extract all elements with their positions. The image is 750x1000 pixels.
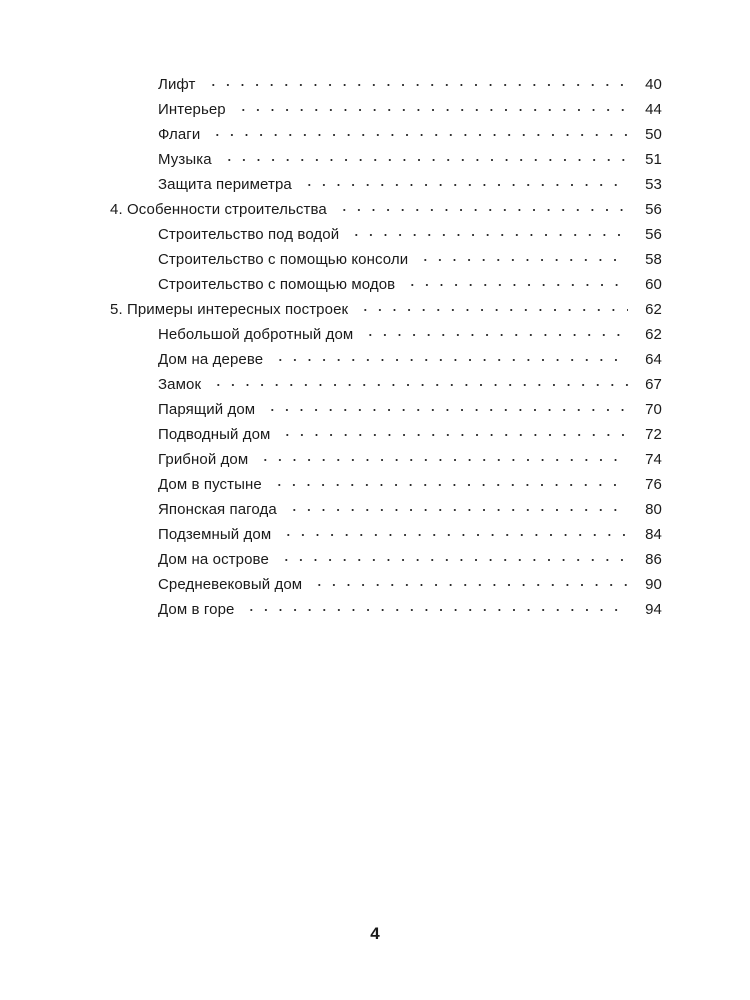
toc-entry-page: 40 (645, 76, 662, 93)
toc-entry-title: Флаги (158, 126, 201, 143)
toc-entry (110, 97, 662, 122)
toc-entry-title: Строительство с помощью консоли (158, 251, 409, 268)
toc-entry (110, 322, 662, 347)
toc-entry (110, 572, 662, 597)
toc-entry-page: 90 (645, 576, 662, 593)
toc-entry-page: 60 (645, 276, 662, 293)
toc-entry-title: Средневековый дом (158, 576, 303, 593)
toc-chapter-entry (110, 197, 662, 222)
dot-leader (222, 159, 628, 161)
toc-entry-title: Подземный дом (158, 526, 272, 543)
dot-leader (312, 584, 628, 586)
toc-chapter-title: 4. Особенности строительства (110, 201, 327, 218)
toc-entry-page: 56 (645, 201, 662, 218)
dot-leader (302, 184, 628, 186)
toc-entry-page: 80 (645, 501, 662, 518)
toc-entry (110, 472, 662, 497)
toc-entry (110, 247, 662, 272)
toc-entry-page: 76 (645, 476, 662, 493)
toc-entry-page: 74 (645, 451, 662, 468)
toc-entry-page: 67 (645, 376, 662, 393)
toc-entry-title: Японская пагода (158, 501, 277, 518)
toc-entry (110, 347, 662, 372)
toc-entry-title: Парящий дом (158, 401, 256, 418)
toc-entry (110, 522, 662, 547)
dot-leader (358, 309, 628, 311)
toc-entry (110, 397, 662, 422)
dot-leader (337, 209, 628, 211)
toc-entry-page: 58 (645, 251, 662, 268)
toc-entry-title: Дом на дереве (158, 351, 264, 368)
toc-entry (110, 547, 662, 572)
toc-entry-page: 94 (645, 601, 662, 618)
toc-entry-title: Грибной дом (158, 451, 249, 468)
toc-entry-title: Строительство с помощью модов (158, 276, 396, 293)
dot-leader (272, 484, 628, 486)
dot-leader (349, 234, 628, 236)
toc-entry-page: 70 (645, 401, 662, 418)
toc-entry-page: 53 (645, 176, 662, 193)
toc-entry (110, 597, 662, 622)
toc-entry-title: Подводный дом (158, 426, 271, 443)
toc-entry (110, 422, 662, 447)
toc-entry-page: 44 (645, 101, 662, 118)
toc-entry (110, 497, 662, 522)
toc-entry (110, 222, 662, 247)
dot-leader (363, 334, 628, 336)
toc-entry (110, 147, 662, 172)
toc-entry-title: Дом в пустыне (158, 476, 262, 493)
toc-entry-title: Защита периметра (158, 176, 292, 193)
toc-entry (110, 122, 662, 147)
toc-entry-title: Дом на острове (158, 551, 269, 568)
dot-leader (281, 534, 628, 536)
toc-entry-page: 50 (645, 126, 662, 143)
dot-leader (280, 434, 628, 436)
toc-chapter-entry (110, 297, 662, 322)
dot-leader (210, 134, 628, 136)
page-number: 4 (370, 924, 380, 943)
dot-leader (279, 559, 628, 561)
toc-chapter-title: 5. Примеры интересных построек (110, 301, 349, 318)
toc-entry-page: 62 (645, 301, 662, 318)
toc-entry (110, 272, 662, 297)
dot-leader (265, 409, 628, 411)
dot-leader (258, 459, 628, 461)
table-of-contents (110, 72, 662, 622)
dot-leader (206, 84, 628, 86)
dot-leader (236, 109, 628, 111)
dot-leader (287, 509, 628, 511)
toc-entry-title: Строительство под водой (158, 226, 340, 243)
toc-entry-title: Замок (158, 376, 202, 393)
toc-entry-title: Небольшой добротный дом (158, 326, 354, 343)
toc-entry-title: Интерьер (158, 101, 226, 118)
toc-entry (110, 172, 662, 197)
toc-entry-page: 56 (645, 226, 662, 243)
toc-entry-title: Музыка (158, 151, 212, 168)
toc-entry-page: 51 (645, 151, 662, 168)
dot-leader (405, 284, 628, 286)
toc-entry-page: 62 (645, 326, 662, 343)
dot-leader (273, 359, 628, 361)
toc-entry-title: Лифт (158, 76, 196, 93)
toc-entry-page: 64 (645, 351, 662, 368)
dot-leader (418, 259, 628, 261)
dot-leader (211, 384, 628, 386)
toc-entry (110, 372, 662, 397)
toc-entry (110, 447, 662, 472)
toc-entry-page: 72 (645, 426, 662, 443)
toc-entry-page: 84 (645, 526, 662, 543)
dot-leader (244, 609, 628, 611)
toc-entry (110, 72, 662, 97)
toc-entry-page: 86 (645, 551, 662, 568)
toc-entry-title: Дом в горе (158, 601, 235, 618)
